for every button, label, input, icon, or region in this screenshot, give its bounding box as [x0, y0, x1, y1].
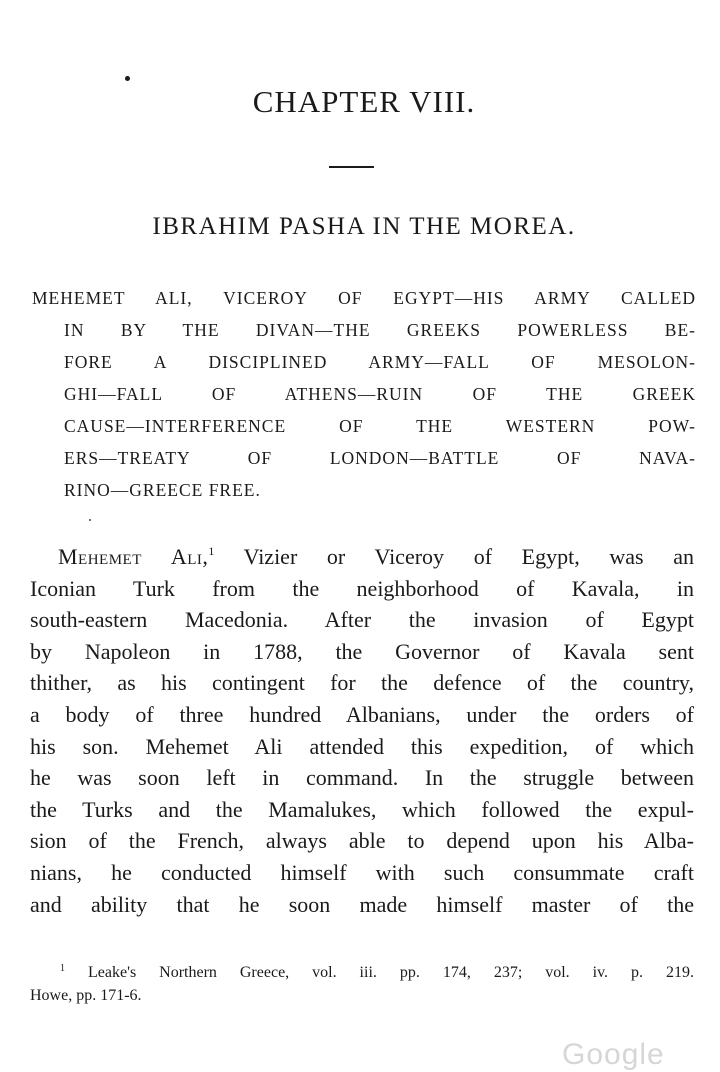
summary-line: FORE A DISCIPLINED ARMY—FALL OF MESOLON- — [64, 352, 696, 372]
body-line: sion of the French, always able to depend upon his Alba- — [30, 828, 694, 854]
summary-continuation — [64, 314, 696, 506]
summary-line: RINO—GREECE FREE. — [64, 480, 261, 500]
summary-line: CAUSE—INTERFERENCE OF THE WESTERN POW- — [64, 416, 696, 436]
chapter-title: IBRAHIM PASHA IN THE MOREA. — [152, 213, 576, 240]
body-line: nians, he conducted himself with such consummate craft — [30, 859, 694, 885]
chapter-heading: CHAPTER VIII. — [252, 84, 476, 119]
summary-line: ERS—TREATY OF LONDON—BATTLE OF NAVA- — [64, 448, 696, 468]
body-line: his son. Mehemet Ali attended this expedition, of which — [30, 733, 694, 759]
body-line: south-eastern Macedonia. After the invasion of Egypt — [30, 607, 694, 633]
footnote-line: Howe, pp. 171-6. — [30, 987, 142, 1004]
footnote — [30, 957, 694, 1007]
summary-line: GHI—FALL OF ATHENS—RUIN OF THE GREEK — [64, 384, 696, 404]
stray-ink-dot — [125, 76, 130, 81]
body-line: and ability that he soon made himself master of the — [30, 891, 694, 917]
body-line: thither, as his contingent for the defence of the country, — [30, 670, 694, 696]
stray-ink-dot — [89, 519, 91, 521]
chapter-divider-rule — [329, 166, 374, 168]
body-paragraph — [30, 536, 694, 920]
google-watermark: Google — [562, 1038, 665, 1071]
summary-line: MEHEMET ALI, VICEROY OF EGYPT—HIS ARMY CALLED — [32, 288, 696, 308]
body-line: Iconian Turk from the neighborhood of Kavala, in — [30, 575, 694, 601]
footnote-marker: 1 — [60, 963, 65, 974]
body-line-text: Vizier or Viceroy of Egypt, was an — [214, 544, 694, 569]
summary-line: IN BY THE DIVAN—THE GREEKS POWERLESS BE- — [64, 320, 696, 340]
body-line: by Napoleon in 1788, the Governor of Kavala sent — [30, 638, 694, 664]
opening-name: Mehemet Ali, — [58, 544, 209, 569]
footnote-reference[interactable]: 1 — [208, 544, 215, 558]
body-line: he was soon left in command. In the struggle between — [30, 765, 694, 791]
body-line — [30, 536, 694, 573]
chapter-summary — [32, 282, 696, 506]
body-line: the Turks and the Mamalukes, which followed the expul- — [30, 796, 694, 822]
footnote-line — [30, 957, 694, 984]
footnote-text: Leake's Northern Greece, vol. iii. pp. 174, 237; vol. iv. p. 219. — [87, 964, 695, 981]
body-line: a body of three hundred Albanians, under the orders of — [30, 701, 694, 727]
